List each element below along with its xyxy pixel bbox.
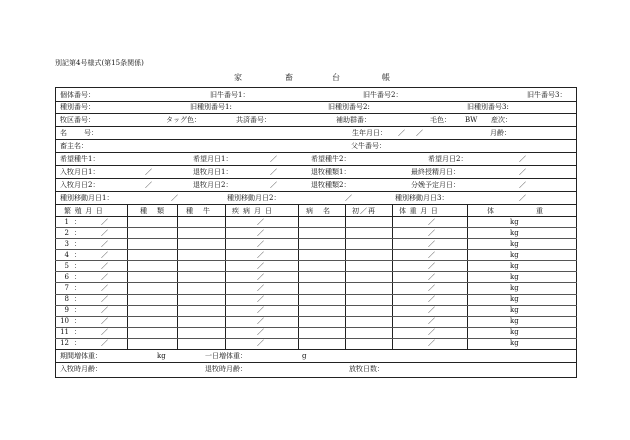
unit-kg: kg bbox=[510, 272, 519, 281]
row-rule bbox=[55, 113, 577, 114]
field-label: 旧種別番号1: bbox=[190, 103, 232, 111]
unit-g: g bbox=[302, 352, 307, 360]
date-slash: ／ bbox=[428, 239, 435, 248]
field-label: 号： bbox=[84, 129, 98, 137]
date-slash: ／ bbox=[101, 250, 108, 259]
unit-kg: kg bbox=[510, 328, 519, 337]
date-slash: ／ bbox=[270, 168, 277, 176]
field-label: BW bbox=[465, 116, 478, 124]
date-slash: ／ bbox=[101, 261, 108, 270]
row-rule bbox=[55, 327, 577, 328]
date-sep: ： bbox=[74, 317, 81, 326]
row-number: 8 bbox=[64, 295, 69, 304]
field-label: 分娩予定月日： bbox=[411, 181, 460, 189]
field-label: 補助群番： bbox=[336, 116, 371, 124]
row-rule bbox=[55, 305, 577, 306]
header-rule bbox=[55, 216, 577, 217]
row-rule bbox=[55, 282, 577, 283]
row-rule bbox=[55, 165, 577, 166]
date-slash: ／ bbox=[101, 328, 108, 337]
title-char: 台 bbox=[332, 73, 340, 82]
date-slash: ／ bbox=[101, 306, 108, 315]
field-label: 退牧月日1： bbox=[193, 168, 233, 176]
field-label: 種別移動月日2： bbox=[227, 194, 281, 202]
date-slash: ／ bbox=[428, 283, 435, 292]
date-sep: ： bbox=[74, 250, 81, 259]
row-number: 1 bbox=[64, 217, 69, 226]
field-label: 産次： bbox=[491, 116, 512, 124]
date-slash: ／ bbox=[270, 181, 277, 189]
date-sep: ： bbox=[74, 295, 81, 304]
date-slash: ／ bbox=[101, 317, 108, 326]
date-slash: ／ bbox=[519, 168, 526, 176]
date-slash: ／ bbox=[101, 339, 108, 348]
row-rule bbox=[55, 101, 577, 102]
field-label: 種別番号： bbox=[60, 103, 95, 111]
field-label: 最終授精月日： bbox=[411, 168, 460, 176]
date-slash: ／ bbox=[101, 283, 108, 292]
row-rule bbox=[55, 316, 577, 317]
row-rule bbox=[55, 191, 577, 192]
date-sep: ： bbox=[74, 339, 81, 348]
unit-kg: kg bbox=[157, 352, 166, 360]
date-slash: ／ bbox=[270, 155, 277, 163]
date-sep: ： bbox=[74, 228, 81, 237]
row-number: 9 bbox=[64, 306, 69, 315]
footer-rule bbox=[55, 362, 577, 363]
date-slash: ／ bbox=[257, 328, 264, 337]
date-slash: ／ bbox=[101, 239, 108, 248]
date-slash: ／ bbox=[519, 194, 526, 202]
field-label: 希望月日1： bbox=[193, 155, 233, 163]
field-label: 旧種別番号3: bbox=[467, 103, 509, 111]
row-rule bbox=[55, 126, 577, 127]
field-label: 旧牛番号2： bbox=[363, 91, 403, 99]
field-label: 退牧時月齢： bbox=[205, 365, 247, 373]
date-slash: ／ bbox=[257, 306, 264, 315]
column-header: 種類 bbox=[140, 207, 174, 215]
unit-kg: kg bbox=[510, 228, 519, 237]
row-rule bbox=[55, 338, 577, 339]
field-label: 月齢： bbox=[490, 129, 511, 137]
field-label: 旧牛番号1： bbox=[210, 91, 250, 99]
field-label: 退牧月日2： bbox=[193, 181, 233, 189]
date-sep: ： bbox=[74, 272, 81, 281]
column-header: 疾病月日 bbox=[232, 207, 276, 215]
date-slash: ／ bbox=[257, 239, 264, 248]
row-number: 3 bbox=[64, 239, 69, 248]
row-number: 11 bbox=[60, 328, 69, 337]
unit-kg: kg bbox=[510, 317, 519, 326]
date-slash: ／ bbox=[428, 306, 435, 315]
field-label: 牧区番号： bbox=[60, 116, 95, 124]
row-rule bbox=[55, 152, 577, 153]
field-label: 退牧種類1： bbox=[311, 168, 351, 176]
field-label: 毛色： bbox=[430, 116, 451, 124]
date-slash: ／ bbox=[428, 295, 435, 304]
date-slash: ／ bbox=[257, 261, 264, 270]
date-slash: ／ bbox=[101, 295, 108, 304]
row-rule bbox=[55, 249, 577, 250]
row-rule bbox=[55, 178, 577, 179]
date-slash: ／ bbox=[145, 181, 152, 189]
date-sep: ： bbox=[74, 306, 81, 315]
date-slash: ／ bbox=[257, 317, 264, 326]
column-header: 初／再 bbox=[352, 207, 376, 215]
field-label: 期間増体重： bbox=[60, 352, 102, 360]
date-slash: ／ bbox=[519, 181, 526, 189]
date-slash: ／ bbox=[428, 272, 435, 281]
field-label: 父牛番号： bbox=[351, 142, 386, 150]
title-char: 帳 bbox=[382, 73, 390, 82]
date-sep: ： bbox=[74, 217, 81, 226]
date-slash: ／ bbox=[428, 250, 435, 259]
date-sep: ： bbox=[74, 283, 81, 292]
field-label: 旧種別番号2: bbox=[328, 103, 370, 111]
date-sep: ： bbox=[74, 328, 81, 337]
date-slash: ／ bbox=[428, 339, 435, 348]
field-label: 畜主名： bbox=[60, 142, 88, 150]
date-slash: ／ bbox=[428, 261, 435, 270]
date-slash: ／ bbox=[257, 283, 264, 292]
title-char: 家 bbox=[234, 73, 242, 82]
column-header: 病名 bbox=[306, 207, 340, 215]
date-slash: ／ bbox=[428, 228, 435, 237]
form-reference: 別記第4号様式(第15条関係) bbox=[55, 59, 144, 67]
field-label: 希望種牛2： bbox=[311, 155, 351, 163]
row-number: 7 bbox=[64, 283, 69, 292]
field-label: 個体番号： bbox=[60, 91, 95, 99]
row-rule bbox=[55, 294, 577, 295]
field-label: 種別移動月日1： bbox=[60, 194, 114, 202]
row-number: 2 bbox=[64, 228, 69, 237]
date-slash: ／ bbox=[145, 168, 152, 176]
unit-kg: kg bbox=[510, 239, 519, 248]
unit-kg: kg bbox=[510, 250, 519, 259]
unit-kg: kg bbox=[510, 283, 519, 292]
date-slash: ／ bbox=[257, 339, 264, 348]
date-sep: ： bbox=[74, 239, 81, 248]
date-slash: ／ bbox=[171, 194, 178, 202]
row-rule bbox=[55, 204, 577, 205]
row-rule bbox=[55, 238, 577, 239]
column-header: 体重 bbox=[487, 207, 585, 215]
field-label: 名 bbox=[60, 129, 67, 137]
column-header: 種牛 bbox=[186, 207, 220, 215]
date-slash: ／ bbox=[257, 228, 264, 237]
field-label: タッグ色： bbox=[166, 116, 201, 124]
field-label: 希望種牛1： bbox=[60, 155, 100, 163]
date-slash: ／ bbox=[519, 155, 526, 163]
date-slash: ／ bbox=[101, 272, 108, 281]
field-label: 種別移動月日3： bbox=[395, 194, 449, 202]
field-label: 入牧月日1： bbox=[60, 168, 100, 176]
field-label: 退牧種類2： bbox=[311, 181, 351, 189]
field-label: 一日増体重： bbox=[205, 352, 247, 360]
row-rule bbox=[55, 139, 577, 140]
date-slash: ／ bbox=[428, 217, 435, 226]
date-slash: ／ bbox=[257, 295, 264, 304]
unit-kg: kg bbox=[510, 261, 519, 270]
date-slash: ／ bbox=[428, 328, 435, 337]
date-slash: ／ bbox=[416, 129, 423, 137]
date-slash: ／ bbox=[398, 129, 405, 137]
row-number: 12 bbox=[60, 339, 69, 348]
row-number: 10 bbox=[60, 317, 69, 326]
column-header: 繁殖月日 bbox=[64, 207, 107, 215]
field-label: 入牧月日2： bbox=[60, 181, 100, 189]
unit-kg: kg bbox=[510, 295, 519, 304]
field-label: 入牧時月齢： bbox=[60, 365, 102, 373]
date-slash: ／ bbox=[428, 317, 435, 326]
form-title bbox=[0, 72, 630, 82]
table-bottom-rule bbox=[55, 349, 577, 350]
field-label: 旧牛番号3： bbox=[527, 91, 567, 99]
row-rule bbox=[55, 260, 577, 261]
row-number: 6 bbox=[64, 272, 69, 281]
date-sep: ： bbox=[74, 261, 81, 270]
unit-kg: kg bbox=[510, 339, 519, 348]
field-label: 共済番号： bbox=[236, 116, 271, 124]
date-slash: ／ bbox=[101, 228, 108, 237]
row-rule bbox=[55, 271, 577, 272]
date-slash: ／ bbox=[345, 194, 352, 202]
row-number: 4 bbox=[64, 250, 69, 259]
date-slash: ／ bbox=[257, 250, 264, 259]
field-label: 希望月日2： bbox=[428, 155, 468, 163]
field-label: 放牧日数： bbox=[349, 365, 384, 373]
unit-kg: kg bbox=[510, 217, 519, 226]
field-label: 生年月日： bbox=[352, 129, 387, 137]
row-rule bbox=[55, 227, 577, 228]
unit-kg: kg bbox=[510, 306, 519, 315]
title-char: 畜 bbox=[285, 73, 293, 82]
date-slash: ／ bbox=[257, 272, 264, 281]
row-number: 5 bbox=[64, 261, 69, 270]
date-slash: ／ bbox=[257, 217, 264, 226]
column-header: 体重月日 bbox=[399, 207, 442, 215]
date-slash: ／ bbox=[101, 217, 108, 226]
